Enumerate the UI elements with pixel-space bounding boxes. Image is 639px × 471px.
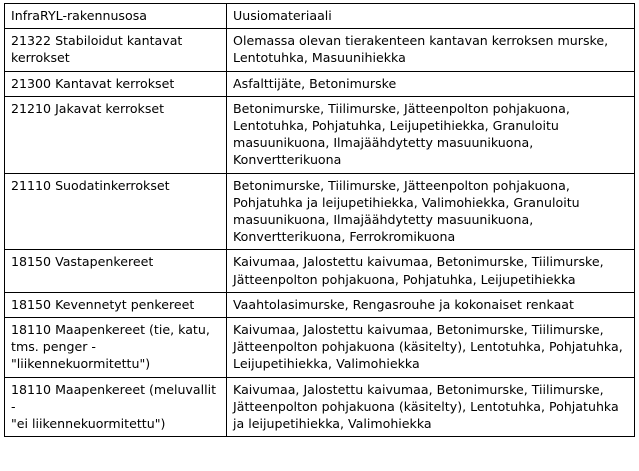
table-row: [5, 292, 635, 317]
table-row: [5, 96, 635, 173]
component-cell: 21300 Kantavat kerrokset: [5, 71, 227, 96]
header-recycled-material: Uusiomateriaali: [227, 4, 635, 29]
materials-cell: Kaivumaa, Jalostettu kaivumaa, Betonimurske, Tiilimurske, Jätteenpolton pohjakuona (käsitelty), Lentotuhka, Pohjatuhka ja leijupetihiekka, Valimohiekka: [227, 377, 635, 437]
table-header-row: [5, 4, 635, 29]
materials-cell: Vaahtolasimurske, Rengasrouhe ja kokonaiset renkaat: [227, 292, 635, 317]
component-cell: 18110 Maapenkereet (meluvallit - "ei liikennekuormitettu"): [5, 377, 227, 437]
table-row: [5, 377, 635, 437]
materials-cell: Kaivumaa, Jalostettu kaivumaa, Betonimurske, Tiilimurske, Jätteenpolton pohjakuona (käsitelty), Lentotuhka, Pohjatuhka, Leijupetihiekka, Valimohiekka: [227, 318, 635, 378]
table-row: [5, 318, 635, 378]
materials-cell: Asfalttijäte, Betonimurske: [227, 71, 635, 96]
materials-cell: Betonimurske, Tiilimurske, Jätteenpolton pohjakuona, Lentotuhka, Pohjatuhka, Leijupetihiekka, Granuloitu masuunikuona, Ilmajäähdytetty masuunikuona, Konvertterikuona: [227, 96, 635, 173]
materials-table: [4, 3, 635, 437]
component-cell: 21322 Stabiloidut kantavat kerrokset: [5, 29, 227, 71]
header-infraryl-component: InfraRYL-rakennusosa: [5, 4, 227, 29]
table-row: [5, 250, 635, 292]
materials-cell: Betonimurske, Tiilimurske, Jätteenpolton pohjakuona, Pohjatuhka ja leijupetihiekka, Valimohiekka, Granuloitu masuunikuona, Ilmajäähdytetty masuunikuona, Konvertterikuona, Ferrokromikuona: [227, 173, 635, 250]
component-cell: 21110 Suodatinkerrokset: [5, 173, 227, 250]
component-cell: 18150 Kevennetyt penkereet: [5, 292, 227, 317]
materials-cell: Kaivumaa, Jalostettu kaivumaa, Betonimurske, Tiilimurske, Jätteenpolton pohjakuona, Pohjatuhka, Leijupetihiekka: [227, 250, 635, 292]
component-cell: 18150 Vastapenkereet: [5, 250, 227, 292]
table-row: [5, 29, 635, 71]
materials-cell: Olemassa olevan tierakenteen kantavan kerroksen murske, Lentotuhka, Masuunihiekka: [227, 29, 635, 71]
table-row: [5, 173, 635, 250]
table-row: [5, 71, 635, 96]
component-cell: 18110 Maapenkereet (tie, katu, tms. penger - "liikennekuormitettu"): [5, 318, 227, 378]
component-cell: 21210 Jakavat kerrokset: [5, 96, 227, 173]
